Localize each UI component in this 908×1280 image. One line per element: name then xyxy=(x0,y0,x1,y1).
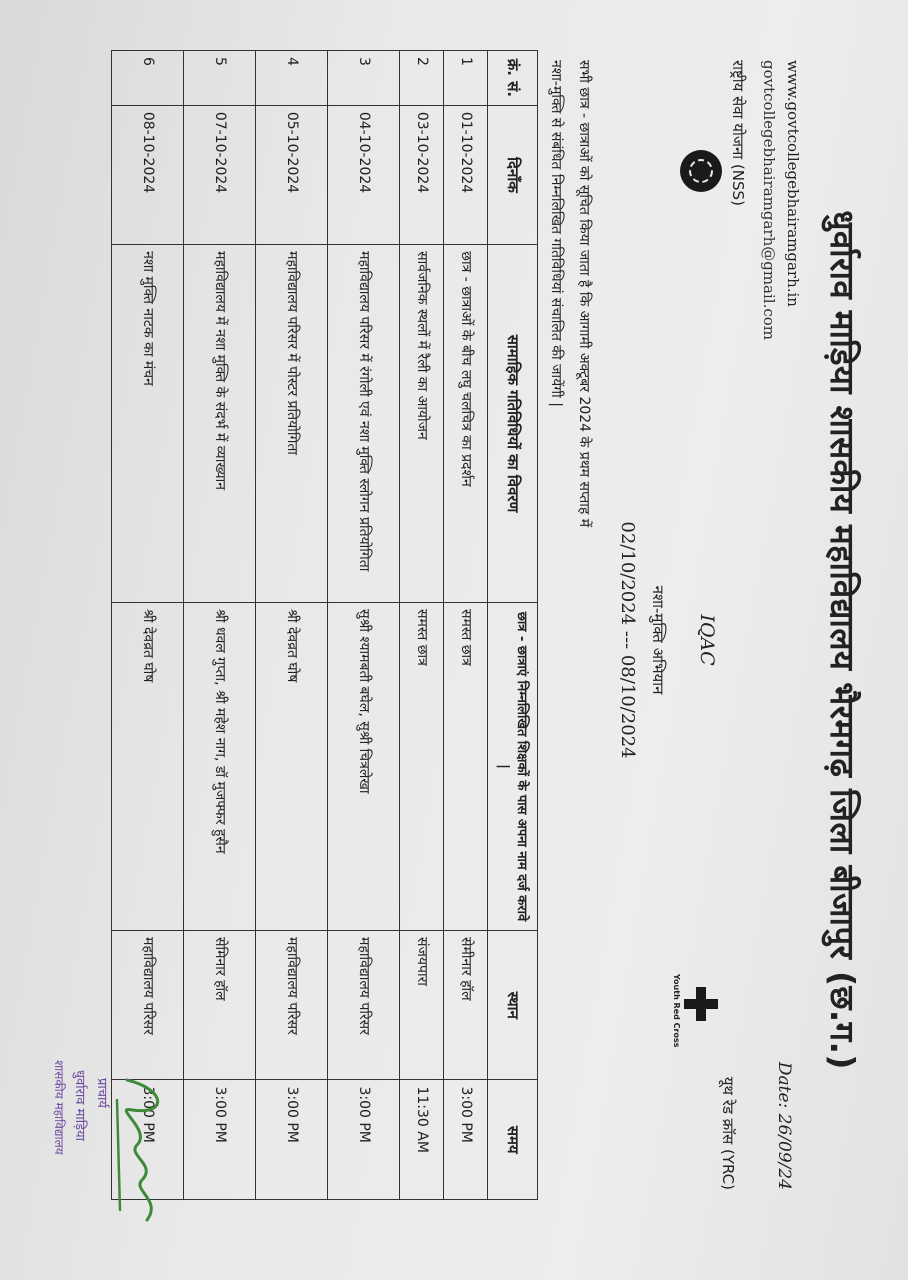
table-row xyxy=(328,51,400,1200)
intro-line-1: सभी छात्र - छात्राओं को सूचित किया जाता है कि आगामी अक्टूबर 2024 के प्रथम सप्ताह में xyxy=(576,60,592,528)
iqac-label: IQAC xyxy=(696,614,718,666)
cell-date: 03-10-2024 xyxy=(400,105,444,244)
cell-time: 3:00 PM xyxy=(444,1080,488,1200)
cell-sno: 6 xyxy=(112,51,184,106)
stamp-line-1: प्राचार्य xyxy=(94,1078,109,1108)
nss-label: राष्ट्रीय सेवा योजना (NSS) xyxy=(729,60,747,206)
cell-teachers: श्री देवव्रत घोष xyxy=(112,602,184,930)
campaign-title: नशा-मुक्ति अभियान xyxy=(649,585,667,695)
cell-teachers: श्री देवव्रत घोष xyxy=(256,602,328,930)
email-text: govtcollegebhairamgarh@gmail.com xyxy=(760,60,778,341)
table-row xyxy=(112,51,184,1200)
website-text: www.govtcollegebhairamgarh.in xyxy=(784,60,802,307)
signature-scribble xyxy=(102,1070,172,1240)
table-row xyxy=(184,51,256,1200)
cell-place: सेमिनार हॉल xyxy=(184,931,256,1080)
header-date: दिनाँक xyxy=(488,105,538,244)
cell-sno: 2 xyxy=(400,51,444,106)
cell-activity: छात्र - छात्राओं के बीच लघु चलचित्र का प्रदर्शन xyxy=(444,245,488,603)
notice-date: Date: 26/09/24 xyxy=(774,1061,794,1190)
cell-date: 05-10-2024 xyxy=(256,105,328,244)
campaign-date-range: 02/10/2024 --- 08/10/2024 xyxy=(617,521,638,759)
cell-time: 3:00 PM xyxy=(112,1080,184,1200)
cell-sno: 5 xyxy=(184,51,256,106)
cell-time: 3:00 PM xyxy=(256,1080,328,1200)
header-sno: क्रं. सं. xyxy=(488,51,538,106)
cell-time: 3:00 PM xyxy=(184,1080,256,1200)
header-time: समय xyxy=(488,1080,538,1200)
cell-place: महाविद्यालय परिसर xyxy=(112,931,184,1080)
notice-document xyxy=(14,20,894,1260)
cell-activity: नशा मुक्ति नाटक का मंचन xyxy=(112,245,184,603)
intro-line-2: नशा-मुक्ति से संबंधित निम्नलिखित गतिविधियां संचालित की जायेंगी | xyxy=(548,60,564,407)
cell-date: 07-10-2024 xyxy=(184,105,256,244)
college-title: धुर्वाराव माड़िया शासकीय महाविद्यालय भैरमगढ़ जिला बीजापुर (छ.ग.) xyxy=(823,210,862,1070)
stamp-line-2: धुर्वाराव माड़िया xyxy=(72,1070,87,1142)
cell-sno: 4 xyxy=(256,51,328,106)
cell-place: महाविद्यालय परिसर xyxy=(328,931,400,1080)
activity-schedule-table xyxy=(111,50,538,1200)
cell-date: 04-10-2024 xyxy=(328,105,400,244)
cell-activity: महाविद्यालय परिसर में रंगोली एवं नशा मुक्ति स्लोगन प्रतियोगिता xyxy=(328,245,400,603)
cell-activity: सार्वजनिक स्थलों में रैली का आयोजन xyxy=(400,245,444,603)
header-activity: सामाहिक गतिविधियों का विवरण xyxy=(488,245,538,603)
red-cross-logo-text: Youth Red Cross xyxy=(672,974,681,1048)
cell-teachers: श्री धवल गुप्ता, श्री महेश नाग, डॉ मुजफ्फर हुसैन xyxy=(184,602,256,930)
cell-date: 08-10-2024 xyxy=(112,105,184,244)
cell-sno: 3 xyxy=(328,51,400,106)
table-row xyxy=(400,51,444,1200)
stamp-line-3: शासकीय महाविद्यालय xyxy=(52,1060,66,1155)
cell-activity: महाविद्यालय परिसर में पोस्टर प्रतियोगिता xyxy=(256,245,328,603)
cell-place: संजयपारा xyxy=(400,931,444,1080)
table-row xyxy=(256,51,328,1200)
cell-sno: 1 xyxy=(444,51,488,106)
cell-teachers: समस्त छात्र xyxy=(444,602,488,930)
cell-time: 3:00 PM xyxy=(328,1080,400,1200)
header-teachers: छात्र - छात्राएं निम्नलिखित शिक्षकों के पास अपना नाम दर्ज करावे | xyxy=(488,602,538,930)
cell-date: 01-10-2024 xyxy=(444,105,488,244)
cell-teachers: सुश्री श्यामबती बघेल, सुश्री चित्रलेखा xyxy=(328,602,400,930)
cell-place: महाविद्यालय परिसर xyxy=(256,931,328,1080)
table-header-row xyxy=(488,51,538,1200)
cell-activity: महाविद्यालय में नशा मुक्ति के संदर्भ में व्याख्यान xyxy=(184,245,256,603)
cell-time: 11:30 AM xyxy=(400,1080,444,1200)
header-place: स्थान xyxy=(488,931,538,1080)
yrc-label: यूथ रेड क्रॉस (YRC) xyxy=(719,1076,737,1190)
table-row xyxy=(444,51,488,1200)
cell-teachers: समस्त छात्र xyxy=(400,602,444,930)
principal-signature-stamp xyxy=(32,1060,182,1240)
cell-place: सेमीनार हॉल xyxy=(444,931,488,1080)
